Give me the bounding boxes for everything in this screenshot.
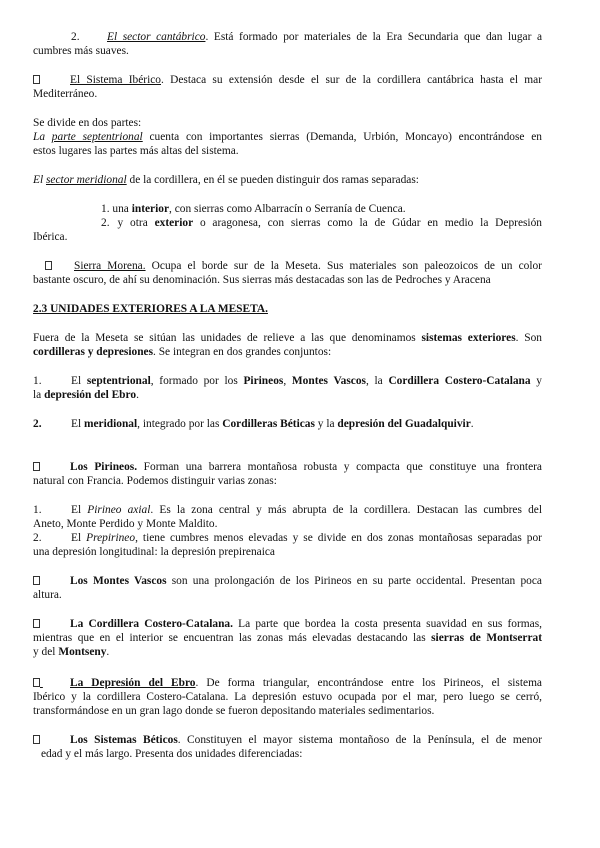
- paragraph-line: mientras que en el interior se encuentran las zonas más elevadas destacando las sierras de Montserrat: [33, 632, 542, 644]
- list-number: 2.: [71, 31, 80, 43]
- list-item-meridional: 2. El meridional, integrado por las Cordilleras Béticas y la depresión del Guadalquivir.: [33, 418, 474, 430]
- paragraph-line: altura.: [33, 589, 62, 601]
- bullet-icon: [33, 619, 40, 628]
- list-item-septentrional: 1. El septentrional, formado por los Pirineos, Montes Vascos, la Cordillera Costero-Catalana y: [33, 375, 542, 387]
- paragraph-sector-meridional: El sector meridional de la cordillera, en él se pueden distinguir dos ramas separadas:: [33, 174, 419, 186]
- term-sistema-iberico: El Sistema Ibérico: [70, 74, 161, 86]
- paragraph-sierra-morena: Sierra Morena. Ocupa el borde sur de la Meseta. Sus materiales son paleozoicos de un color: [33, 259, 542, 273]
- paragraph-sector-cantabrico: 2. El sector cantábrico. Está formado por materiales de la Era Secundaria que dan lugar a: [33, 30, 542, 44]
- bullet-icon: [33, 735, 40, 744]
- paragraph-line: bastante oscuro, de ahí su denominación. Sus sierras más destacadas son las de Pedroches y Aracena: [33, 274, 491, 286]
- paragraph-depresion-ebro: La Depresión del Ebro. De forma triangular, encontrándose entre los Pirineos, el sistema: [33, 676, 542, 690]
- list-item-rama-interior: 1. una interior, con sierras como Albarracín o Serranía de Cuenca.: [101, 203, 406, 215]
- paragraph-line: la depresión del Ebro.: [33, 389, 139, 401]
- paragraph-intro: Fuera de la Meseta se sitúan las unidades de relieve a las que denominamos sistemas exteriores. Son: [33, 332, 542, 344]
- term-costero-catalana: La Cordillera Costero-Catalana.: [70, 618, 233, 630]
- term-parte-septentrional: parte septentrional: [51, 131, 143, 143]
- paragraph-line: natural con Francia. Podemos distinguir varias zonas:: [33, 475, 277, 487]
- term-sector-meridional: sector meridional: [45, 174, 127, 186]
- paragraph-line: Mediterráneo.: [33, 88, 98, 100]
- term-pirineos: Los Pirineos.: [70, 461, 138, 473]
- list-item-pirineo-axial: 1. El Pirineo axial. Es la zona central y más abrupta de la cordillera. Destacan las cumbres del: [33, 504, 542, 516]
- paragraph-line: Aneto, Monte Perdido y Monte Maldito.: [33, 518, 218, 530]
- paragraph-montes-vascos: Los Montes Vascos son una prolongación de los Pirineos en su parte occidental. Presentan poca: [33, 574, 542, 588]
- bullet-icon: [33, 576, 40, 585]
- paragraph-line: estos lugares las partes más altas del sistema.: [33, 145, 239, 157]
- section-heading: 2.3 UNIDADES EXTERIORES A LA MESETA.: [33, 303, 268, 315]
- paragraph-line: transformándose en un gran lago donde se fueron depositando materiales sedimentarios.: [33, 705, 435, 717]
- bullet-icon: [45, 261, 52, 270]
- list-item-prepirineo: 2. El Prepirineo, tiene cumbres menos elevadas y se divide en dos zonas montañosas separadas por: [33, 532, 542, 544]
- term-montes-vascos: Los Montes Vascos: [70, 575, 167, 587]
- term-depresion-ebro: La Depresión del Ebro: [70, 677, 196, 689]
- term-sector-cantabrico: El sector cantábrico: [107, 31, 206, 43]
- paragraph-sistemas-beticos: Los Sistemas Béticos. Constituyen el mayor sistema montañoso de la Península, el de menor: [33, 733, 542, 747]
- paragraph-sistema-iberico: El Sistema Ibérico. Destaca su extensión desde el sur de la cordillera cantábrica hasta el mar: [33, 73, 542, 87]
- paragraph-line: Ibérica.: [33, 231, 68, 243]
- bullet-icon: [33, 678, 40, 687]
- bullet-icon: [33, 462, 40, 471]
- paragraph-line: cordilleras y depresiones. Se integran en dos grandes conjuntos:: [33, 346, 332, 358]
- bullet-icon: [33, 75, 40, 84]
- paragraph-line: una depresión longitudinal: la depresión prepirenaica: [33, 546, 275, 558]
- term-sistemas-beticos: Los Sistemas Béticos: [70, 734, 178, 746]
- paragraph-parte-septentrional: La parte septentrional cuenta con importantes sierras (Demanda, Urbión, Moncayo) encontrándose en: [33, 131, 542, 143]
- paragraph-line: cumbres más suaves.: [33, 45, 129, 57]
- paragraph-line: y del Montseny.: [33, 646, 110, 658]
- paragraph-pirineos: Los Pirineos. Forman una barrera montañosa robusta y compacta que constituye una frontera: [33, 460, 542, 474]
- list-item-rama-exterior: 2. y otra exterior o aragonesa, con sierras como la de Gúdar en medio la Depresión: [101, 217, 542, 229]
- paragraph-line: edad y el más largo. Presenta dos unidades diferenciadas:: [41, 748, 303, 760]
- term-sierra-morena: Sierra Morena.: [74, 260, 146, 272]
- paragraph-line: Ibérico y la cordillera Costero-Catalana. La depresión estuvo ocupada por el mar, pero luego se cerró,: [33, 691, 542, 703]
- paragraph-line: Se divide en dos partes:: [33, 117, 142, 129]
- paragraph-costero-catalana: La Cordillera Costero-Catalana. La parte que bordea la costa presenta suavidad en sus formas,: [33, 617, 542, 631]
